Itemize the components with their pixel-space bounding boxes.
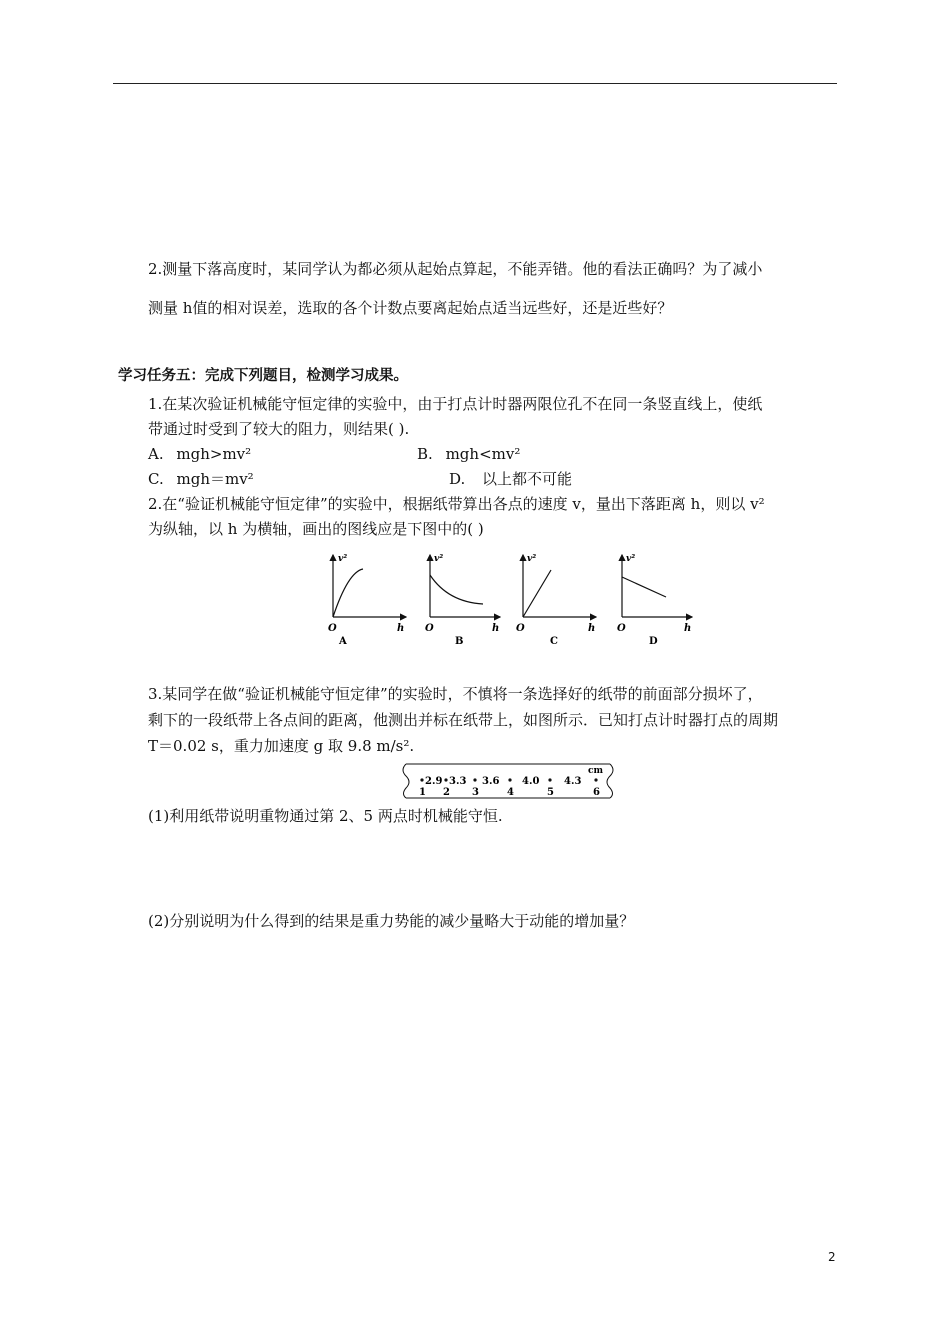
option-label: D. xyxy=(449,470,466,488)
graph-label: A xyxy=(339,636,347,647)
graph-label: D xyxy=(649,636,658,647)
page-number: 2 xyxy=(828,1250,836,1264)
question-text: 剩下的一段纸带上各点间的距离，他测出并标在纸带上，如图所示．已知打点计时器打点的周期 xyxy=(148,711,779,729)
sub-question: (2)分别说明为什么得到的结果是重力势能的减少量略大于动能的增加量？ xyxy=(148,912,635,930)
option-label: A. xyxy=(148,445,164,463)
graph-a xyxy=(328,554,406,647)
tape-unit: cm xyxy=(588,766,604,776)
origin-label: O xyxy=(516,623,525,634)
option-text: mgh＝mv² xyxy=(176,470,254,488)
tape-point-label: 6 xyxy=(593,787,600,798)
question-text: 带通过时受到了较大的阻力，则结果( ). xyxy=(148,420,410,438)
option-label: C. xyxy=(148,470,164,488)
option-text: 以上都不可能 xyxy=(482,470,573,488)
graph-label: C xyxy=(550,636,558,647)
header-rule xyxy=(113,83,837,84)
option-text: mgh>mv² xyxy=(176,445,252,463)
tape-point-label: 2 xyxy=(443,787,450,798)
tape-point-label: 4 xyxy=(507,787,514,798)
question-text: 为纵轴，以 h 为横轴，画出的图线应是下图中的( ) xyxy=(148,520,484,538)
y-axis-label: v² xyxy=(434,554,444,564)
option-a xyxy=(148,444,251,464)
option-text: mgh<mv² xyxy=(445,445,521,463)
question-text: 1.在某次验证机械能守恒定律的实验中，由于打点计时器两限位孔不在同一条竖直线上，使纸 xyxy=(148,395,763,413)
x-axis-label: h xyxy=(684,623,692,634)
origin-label: O xyxy=(617,623,626,634)
tape-distance: 3.3 xyxy=(449,776,467,787)
curve-a xyxy=(333,569,363,617)
section-heading: 学习任务五：完成下列题目，检测学习成果。 xyxy=(118,368,408,384)
curve-b xyxy=(430,575,483,604)
y-axis-label: v² xyxy=(527,554,537,564)
y-axis-label: v² xyxy=(338,554,348,564)
graphs-figure xyxy=(318,547,698,647)
question-text: T＝0.02 s，重力加速度 g 取 9.8 m/s². xyxy=(148,737,415,755)
option-c xyxy=(148,469,254,489)
option-d xyxy=(449,469,572,489)
y-axis-label: v² xyxy=(626,554,636,564)
x-axis-label: h xyxy=(588,623,596,634)
option-b xyxy=(417,444,520,464)
question-text: 3.某同学在做“验证机械能守恒定律”的实验时，不慎将一条选择好的纸带的前面部分损坏了， xyxy=(148,685,763,703)
line-c xyxy=(523,570,551,617)
question-text: 2.测量下落高度时，某同学认为都必须从起始点算起，不能弄错。他的看法正确吗？为了减小 xyxy=(148,260,763,278)
origin-label: O xyxy=(328,623,337,634)
line-d xyxy=(622,577,666,597)
question-text: 测量 h值的相对误差，选取的各个计数点要离起始点适当远些好，还是近些好？ xyxy=(148,299,673,317)
origin-label: O xyxy=(425,623,434,634)
tape-point-label: 1 xyxy=(419,787,426,798)
x-axis-label: h xyxy=(492,623,500,634)
tape-distance: 4.3 xyxy=(564,776,582,787)
question-text: 2.在“验证机械能守恒定律”的实验中，根据纸带算出各点的速度 v，量出下落距离 h，则以 v² xyxy=(148,495,765,513)
tape-point-label: 3 xyxy=(472,787,479,798)
tape-distance: 3.6 xyxy=(482,776,500,787)
graph-label: B xyxy=(455,636,464,647)
tape-point-label: 5 xyxy=(547,787,554,798)
paper-tape-figure xyxy=(398,760,620,802)
sub-question: (1)利用纸带说明重物通过第 2、5 两点时机械能守恒. xyxy=(148,807,503,825)
tape-distance: 2.9 xyxy=(425,776,443,787)
tape-distance: 4.0 xyxy=(522,776,540,787)
option-label: B. xyxy=(417,445,433,463)
graph-c xyxy=(516,554,596,647)
graph-b xyxy=(425,554,500,647)
graph-d xyxy=(617,554,692,647)
x-axis-label: h xyxy=(397,623,405,634)
